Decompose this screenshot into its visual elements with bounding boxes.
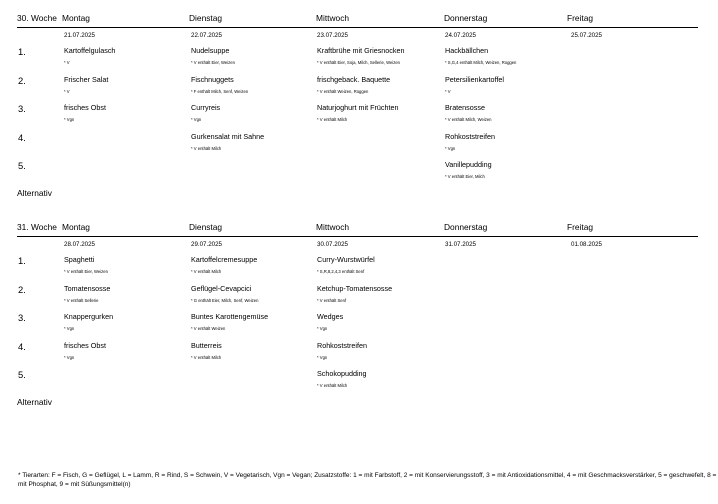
menu-item: Butterreis xyxy=(191,340,222,350)
row-number: 5. xyxy=(18,160,26,172)
menu-item: Naturjoghurt mit Früchten xyxy=(317,103,399,113)
day-header-donnerstag: Donnerstag xyxy=(444,13,488,23)
menu-item: Gurkensalat mit Sahne xyxy=(191,131,265,141)
row-number: 1. xyxy=(18,46,26,57)
allergen-note: * V enthält Milch xyxy=(191,354,222,360)
menu-item: Kartoffelgulasch xyxy=(64,46,116,55)
row-number: 1. xyxy=(18,255,26,266)
day-header-freitag: Freitag xyxy=(567,13,594,23)
week-label: 31. Woche xyxy=(17,222,57,232)
menu-item: Petersilienkartoffel xyxy=(445,74,504,84)
allergen-note: * V enthält Milch xyxy=(191,145,222,151)
menu-item: Kartoffelcremesuppe xyxy=(191,255,258,264)
day-header-mittwoch: Mittwoch xyxy=(316,222,350,232)
menu-item: frischgeback. Baquette xyxy=(317,74,391,84)
allergen-note: * Vgn xyxy=(317,326,328,332)
menu-item: Frischer Salat xyxy=(64,74,109,84)
row-number: 4. xyxy=(18,131,26,143)
menu-item: Wedges xyxy=(317,312,344,322)
allergen-note: * V enthält Milch, Weizen xyxy=(445,117,492,123)
allergen-note: * V enthält Eier, Weizen xyxy=(64,269,108,274)
menu-item: Tomatensosse xyxy=(64,283,111,293)
allergen-note: * V xyxy=(445,88,451,94)
menu-item: frisches Obst xyxy=(64,103,106,113)
alternative-label: Alternativ xyxy=(17,397,52,407)
allergen-note: * Vgn xyxy=(64,354,75,360)
day-date: 31.07.2025 xyxy=(445,241,476,248)
allergen-note: * V enthält Milch xyxy=(317,117,348,123)
row-number: 3. xyxy=(18,103,26,115)
row-number: 5. xyxy=(18,369,26,381)
day-header-dienstag: Dienstag xyxy=(189,13,223,23)
row-number: 2. xyxy=(18,74,26,86)
alternative-label: Alternativ xyxy=(17,188,52,198)
allergen-note: * S,G,4 enthält Milch, Weizen, Roggen xyxy=(445,60,517,65)
menu-item: Knappergurken xyxy=(64,312,114,322)
allergen-note: * V enthält Milch xyxy=(317,383,348,389)
footnote: * Tierarten: F = Fisch, G = Geflügel, L = Lamm, R = Rind, S = Schwein, V = Vegetarisch, Vgn = Vegan; Zusatzstoffe: 1 = mit Farbstoff, 2 = mit Konservierungsstoff, 3 = mit Antioxidationsmittel, 4 = mit Geschmacksverstärker, 5 = geschwefelt, 8 = mit Phosphat, 9 = mit Süßungsmittel(n) xyxy=(18,472,717,488)
header-rule xyxy=(17,236,698,237)
allergen-note: * V enthält Weizen, Roggen xyxy=(317,88,369,94)
menu-item: Curryreis xyxy=(191,103,221,113)
day-date: 22.07.2025 xyxy=(191,32,222,39)
allergen-note: * Vgn xyxy=(64,117,75,123)
menu-item: Bratensosse xyxy=(445,103,485,113)
day-date: 21.07.2025 xyxy=(64,32,95,39)
day-header-dienstag: Dienstag xyxy=(189,222,223,232)
allergen-note: * Vgn xyxy=(64,326,75,332)
allergen-note: * V enthält Eier, Weizen xyxy=(191,60,235,65)
day-date: 28.07.2025 xyxy=(64,241,95,248)
menu-item: Schokopudding xyxy=(317,369,367,379)
allergen-note: * V enthält Milch xyxy=(191,269,222,274)
header-rule xyxy=(17,27,698,28)
allergen-note: * Vgn xyxy=(317,354,328,360)
row-number: 3. xyxy=(18,312,26,324)
week-label: 30. Woche xyxy=(17,13,57,23)
day-header-freitag: Freitag xyxy=(567,222,594,232)
menu-item: Kraftbrühe mit Griesnocken xyxy=(317,46,405,55)
menu-item: Rohkoststreifen xyxy=(445,131,495,141)
menu-item: Vanillepudding xyxy=(445,160,492,170)
day-date: 24.07.2025 xyxy=(445,32,476,39)
allergen-note: * V xyxy=(64,88,70,94)
menu-item: Geflügel-Cevapcici xyxy=(191,283,252,293)
allergen-note: * S,R,8,2,4,3 enthält Senf xyxy=(317,269,365,274)
day-header-montag: Montag xyxy=(62,13,90,23)
day-date: 30.07.2025 xyxy=(317,241,348,248)
allergen-note: * V enthält Senf xyxy=(317,297,347,303)
allergen-note: * V xyxy=(64,60,70,65)
allergen-note: * Vgn xyxy=(445,145,456,151)
day-date: 01.08.2025 xyxy=(571,241,602,248)
day-date: 25.07.2025 xyxy=(571,32,602,39)
allergen-note: * V enthält Sellerie xyxy=(64,297,99,303)
day-header-mittwoch: Mittwoch xyxy=(316,13,350,23)
menu-item: frisches Obst xyxy=(64,340,106,350)
allergen-note: * V enthält Weizen xyxy=(191,326,226,332)
menu-item: Curry-Wurstwürfel xyxy=(317,255,375,264)
menu-item: Fischnuggets xyxy=(191,74,234,84)
day-date: 23.07.2025 xyxy=(317,32,348,39)
row-number: 4. xyxy=(18,340,26,352)
day-header-montag: Montag xyxy=(62,222,90,232)
allergen-note: * G enthält Eier, Milch, Senf, Weizen xyxy=(191,297,259,303)
menu-item: Hackbällchen xyxy=(445,46,489,55)
allergen-note: * V enthält Eier, Soja, Milch, Sellerie, Weizen xyxy=(317,60,401,65)
menu-item: Nudelsuppe xyxy=(191,46,230,55)
menu-item: Rohkoststreifen xyxy=(317,340,367,350)
day-header-donnerstag: Donnerstag xyxy=(444,222,488,232)
menu-item: Spaghetti xyxy=(64,255,95,264)
allergen-note: * V enthält Eier, Milch xyxy=(445,174,485,180)
row-number: 2. xyxy=(18,283,26,295)
menu-item: Buntes Karottengemüse xyxy=(191,312,269,322)
day-date: 29.07.2025 xyxy=(191,241,222,248)
allergen-note: * Vgn xyxy=(191,117,202,123)
menu-item: Ketchup-Tomatensosse xyxy=(317,283,393,293)
allergen-note: * F enthält Milch, Senf, Weizen xyxy=(191,88,249,94)
